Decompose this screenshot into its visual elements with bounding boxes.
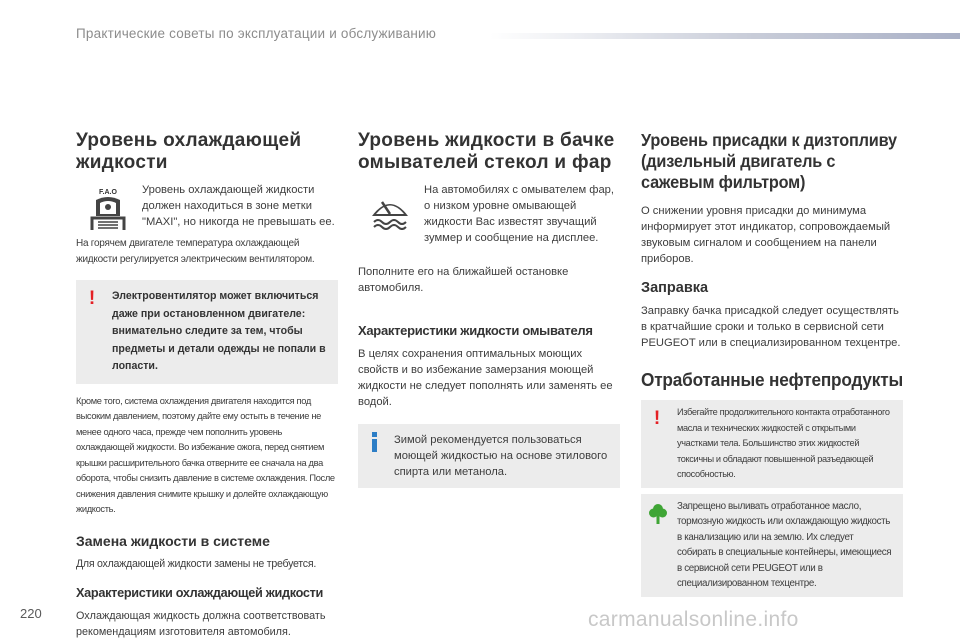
coolant-spec-title: Характеристики охлаждающей жидкости [76,585,324,600]
washer-fluid-icon [368,186,412,230]
coolant-cap-icon [86,186,130,230]
used-oil-warning-text: Избегайте продолжительного контакта отработанного масла и технических жидкостей с открытыми участками тела. Большинство этих жидкостей токсичны и обладают повышенной разъедающей способностью. [677,407,890,479]
tree-icon [649,503,667,530]
coolant-title: Уровень охлаждающей жидкости [76,130,302,173]
column-washer [358,130,620,488]
coolant-para2: Кроме того, система охлаждения двигателя находится под высоким давлением, поэтому дайте ему остыть в течение не менее одного часа, прежде чем пополнить уровень охлаждающей жидкости. Во избежание ожога, перед снятием крышки расширительного бачка отверните ее сначала на два оборота, чтобы снизить давление в системе охлаждения. После снижения давления снимите крышку и долейте охлаждающую жидкость. [76,395,335,514]
page-header: Практические советы по эксплуатации и обслуживанию [76,26,437,41]
page-number: 220 [20,606,42,621]
coolant-replace-text: Для охлаждающей жидкости замены не требуется. [76,557,317,570]
washer-icon-text: На автомобилях с омывателем фар, о низком уровне омывающей жидкости Вас известят звучащий зуммер и сообщение на дисплее. [424,184,615,244]
column-additive [641,130,903,597]
washer-spec-text: В целях сохранения оптимальных моющих свойств и во избежание замерзания моющей жидкости не следует пополнять или заменять ее водой. [358,348,613,408]
coolant-icon-text: Уровень охлаждающей жидкости должен находиться в зоне метки "MAXI", но никогда не превышать ее. [142,184,335,228]
coolant-warning-text: Электровентилятор может включиться даже при остановленном двигателе: внимательно следите за тем, чтобы предметы и детали одежды не попали в лопасти. [112,290,326,372]
washer-para1: Пополните его на ближайшей остановке автомобиля. [358,266,569,294]
washer-info-box [358,424,620,488]
eco-box [641,494,903,597]
washer-title: Уровень жидкости в бачке омывателей стекол и фар [358,130,615,173]
washer-spec-title: Характеристики жидкости омывателя [358,323,593,338]
additive-text: О снижении уровня присадки до минимума информирует этот индикатор, сопровождаемый звуковым сигналом и сообщением на панели приборов. [641,205,891,265]
warning-icon: ! [88,288,96,309]
used-oil-title: Отработанные нефтепродукты [641,369,903,390]
refill-title: Заправка [641,280,709,296]
used-oil-warning-box [641,400,903,488]
column-coolant [76,130,338,640]
coolant-para1: На горячем двигателе температура охлаждающей жидкости регулируется электрическим вентилятором. [76,238,315,265]
header-decoration [490,33,960,39]
coolant-warning-box [76,280,338,384]
watermark: carmanualsonline.info [588,608,799,631]
coolant-replace-title: Замена жидкости в системе [76,532,270,549]
eco-text: Запрещено выливать отработанное масло, тормозную жидкость или охлаждающую жидкость в канализацию или на землю. Их следует собирать в специальные контейнеры, имеющиеся в сервисной сети PEUGEOT или в специализированном техцентре. [677,500,892,589]
info-icon [368,432,380,452]
refill-text: Заправку бачка присадкой следует осуществлять в кратчайшие сроки и только в сервисной сети PEUGEOT или в специализированном техцентре. [641,305,901,349]
svg-text:F.A.O: F.A.O [99,189,117,196]
warning-icon: ! [653,408,661,429]
coolant-spec-text: Охлаждающая жидкость должна соответствовать рекомендациям изготовителя автомобиля. [76,609,326,638]
additive-title: Уровень присадки к дизтопливу (дизельный двигатель с сажевым фильтром) [641,130,897,192]
washer-info-text: Зимой рекомендуется пользоваться моющей жидкостью на основе этилового спирта или метанола. [394,434,608,478]
